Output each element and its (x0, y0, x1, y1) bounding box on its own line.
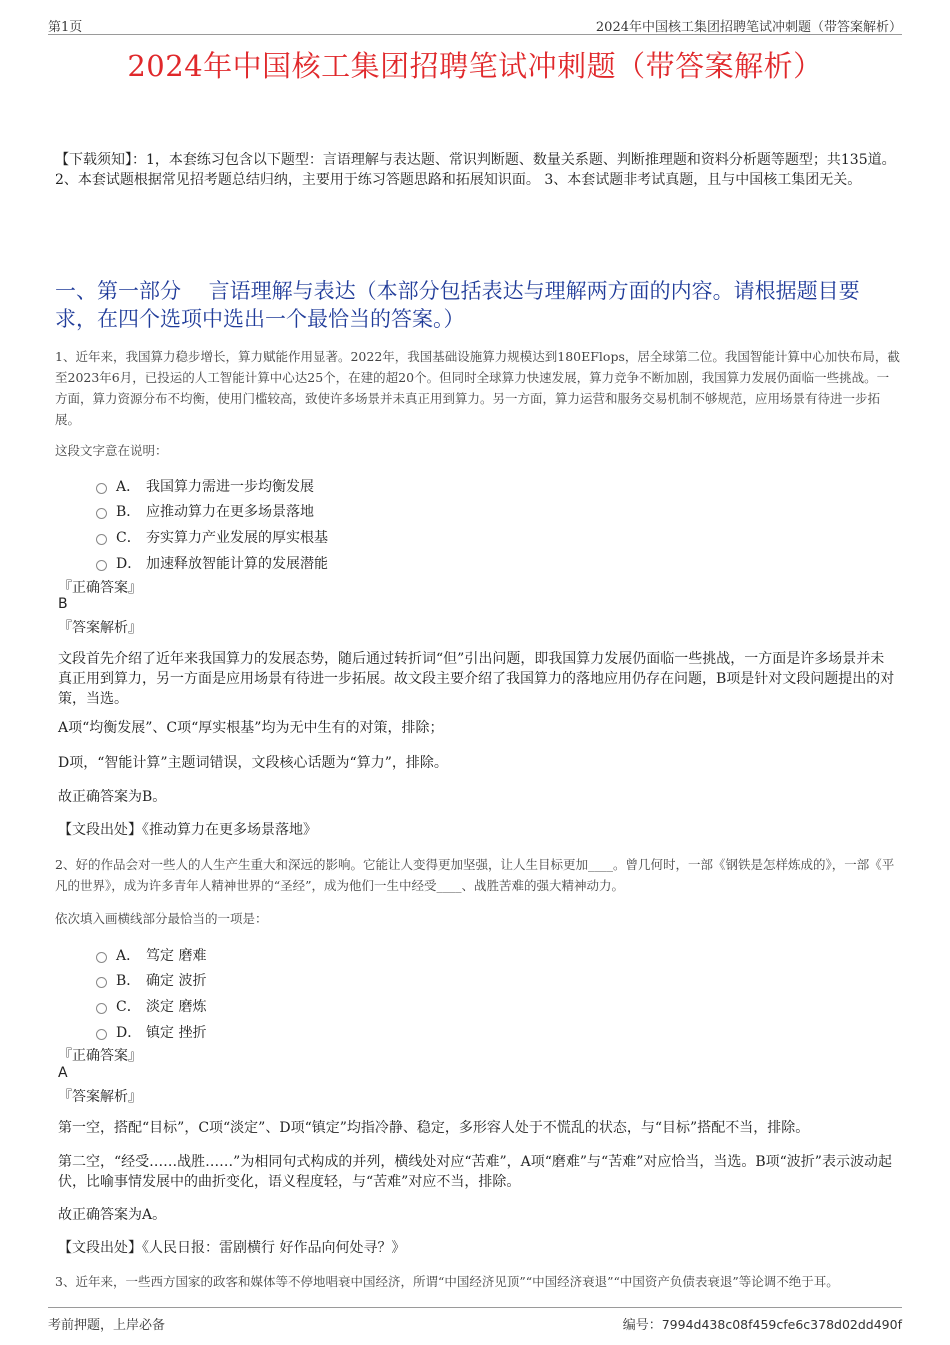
analysis-paragraph: 文段首先介绍了近年来我国算力的发展态势，随后通过转折词“但”引出问题，即我国算力发展仍面临一些挑战，一方面是许多场景并未真正用到算力，另一方面是应用场景有待进一步拓展。故文段主要介绍了我国算力的落地应用仍存在问题，B项是针对文段问题提出的对策，当选。 (58, 651, 895, 707)
question-1-option-d[interactable] (96, 552, 328, 574)
radio-icon[interactable] (96, 483, 107, 494)
serial-code: 7994d438c08f459cfe6c378d02dd490f (661, 1317, 902, 1332)
question-1-option-c[interactable] (96, 526, 328, 548)
option-letter: B． (116, 504, 141, 520)
download-notice: 【下载须知】：1，本套练习包含以下题型：言语理解与表达题、常识判断题、数量关系题、判断推理题和资料分析题等题型；共135道。 2、本套试题根据常见招考题总结归纳，主要用于练习答题思路和拓展知识面。 3、本套试题非考试真题，且与中国核工集团无关。 (55, 152, 896, 188)
correct-answer: A (58, 1065, 68, 1081)
option-text: 镇定 挫折 (146, 1025, 207, 1041)
question-1-prompt: 这段文字意在说明： (55, 443, 168, 458)
analysis-paragraph: 第一空，搭配“目标”，C项“淡定”、D项“镇定”均指冷静、稳定，多形容人处于不慌乱的状态，与“目标”搭配不当，排除。 (58, 1120, 810, 1136)
serial-label: 编号： (622, 1318, 662, 1333)
page-header (48, 14, 902, 35)
question-2-option-c[interactable] (96, 995, 206, 1017)
question-2-stem: 2、好的作品会对一些人的人生产生重大和深远的影响。它能让人变得更加坚强，让人生目标更加____。曾几何时，一部《钢铁是怎样炼成的》，一部《平凡的世界》，成为许多青年人精神世界的“圣经”，成为他们一生中经受____、战胜苦难的强大精神动力。 (55, 857, 895, 893)
option-text: 加速释放智能计算的发展潜能 (146, 556, 328, 572)
question-1-stem: 1、近年来，我国算力稳步增长，算力赋能作用显著。2022年，我国基础设施算力规模达到180EFlops，居全球第二位。我国智能计算中心加快布局，截至2023年6月，已投运的人工智能计算中心达25个，在建的超20个。但同时全球算力快速发展，算力竞争不断加剧，我国算力发展仍面临一些挑战。一方面，算力资源分布不均衡，使用门槛较高，致使许多场景并未真正用到算力。另一方面，算力运营和服务交易机制不够规范，应用场景有待进一步拓展。 (55, 349, 900, 427)
correct-answer-label: 『正确答案』 (58, 1048, 142, 1064)
option-letter: D． (116, 1025, 142, 1041)
correct-answer-label: 『正确答案』 (58, 580, 142, 596)
option-letter: C． (116, 999, 141, 1015)
source-citation: 【文段出处】《推动算力在更多场景落地》 (58, 822, 317, 838)
analysis-label: 『答案解析』 (58, 1089, 142, 1105)
option-letter: A． (116, 948, 141, 964)
option-text: 确定 波折 (146, 973, 207, 989)
analysis-paragraph: 故正确答案为A。 (58, 1207, 167, 1223)
analysis-paragraph: 故正确答案为B。 (58, 789, 167, 805)
radio-icon[interactable] (96, 534, 107, 545)
analysis-paragraph: 第二空，“经受……战胜……”为相同句式构成的并列，横线处对应“苦难”，A项“磨难”与“苦难”对应恰当，当选。B项“波折”表示波动起伏，比喻事情发展中的曲折变化，语义程度轻，与“苦难”对应不当，排除。 (58, 1154, 892, 1190)
correct-answer: B (58, 596, 68, 612)
footer-serial (623, 1314, 902, 1333)
option-letter: D． (116, 556, 142, 572)
option-text: 淡定 磨炼 (146, 999, 207, 1015)
option-text: 我国算力需进一步均衡发展 (146, 479, 314, 495)
analysis-paragraph: D项，“智能计算”主题词错误，文段核心话题为“算力”，排除。 (58, 755, 448, 771)
question-2-option-a[interactable] (96, 944, 206, 966)
question-2-option-d[interactable] (96, 1021, 206, 1043)
radio-icon[interactable] (96, 1029, 107, 1040)
radio-icon[interactable] (96, 1003, 107, 1014)
option-text: 夯实算力产业发展的厚实根基 (146, 530, 328, 546)
radio-icon[interactable] (96, 952, 107, 963)
option-text: 笃定 磨难 (146, 948, 207, 964)
option-letter: A． (116, 479, 141, 495)
question-3-stem: 3、近年来，一些西方国家的政客和媒体等不停地唱衰中国经济，所谓“中国经济见顶”“中国经济衰退”“中国资产负债表衰退”等论调不绝于耳。 (55, 1274, 839, 1289)
radio-icon[interactable] (96, 977, 107, 988)
analysis-paragraph: A项“均衡发展”、C项“厚实根基”均为无中生有的对策，排除； (58, 720, 444, 736)
page-footer (48, 1307, 902, 1333)
radio-icon[interactable] (96, 508, 107, 519)
question-1-option-b[interactable] (96, 500, 314, 522)
question-2-prompt: 依次填入画横线部分最恰当的一项是： (55, 911, 268, 926)
footer-slogan: 考前押题，上岸必备 (48, 1318, 166, 1333)
section-heading: 一、第一部分 言语理解与表达（本部分包括表达与理解两方面的内容。请根据题目要求，在四个选项中选出一个最恰当的答案。） (55, 279, 860, 331)
source-citation: 【文段出处】《人民日报：雷剧横行 好作品向何处寻？》 (58, 1240, 406, 1256)
document-title: 2024年中国核工集团招聘笔试冲刺题（带答案解析） (127, 49, 823, 83)
analysis-label: 『答案解析』 (58, 620, 142, 636)
question-1-option-a[interactable] (96, 475, 314, 497)
question-2-option-b[interactable] (96, 969, 206, 991)
option-letter: B． (116, 973, 141, 989)
header-doc-title: 2024年中国核工集团招聘笔试冲刺题（带答案解析） (595, 20, 902, 35)
page-number: 第1页 (48, 20, 83, 35)
radio-icon[interactable] (96, 560, 107, 571)
option-text: 应推动算力在更多场景落地 (146, 504, 314, 520)
option-letter: C． (116, 530, 141, 546)
